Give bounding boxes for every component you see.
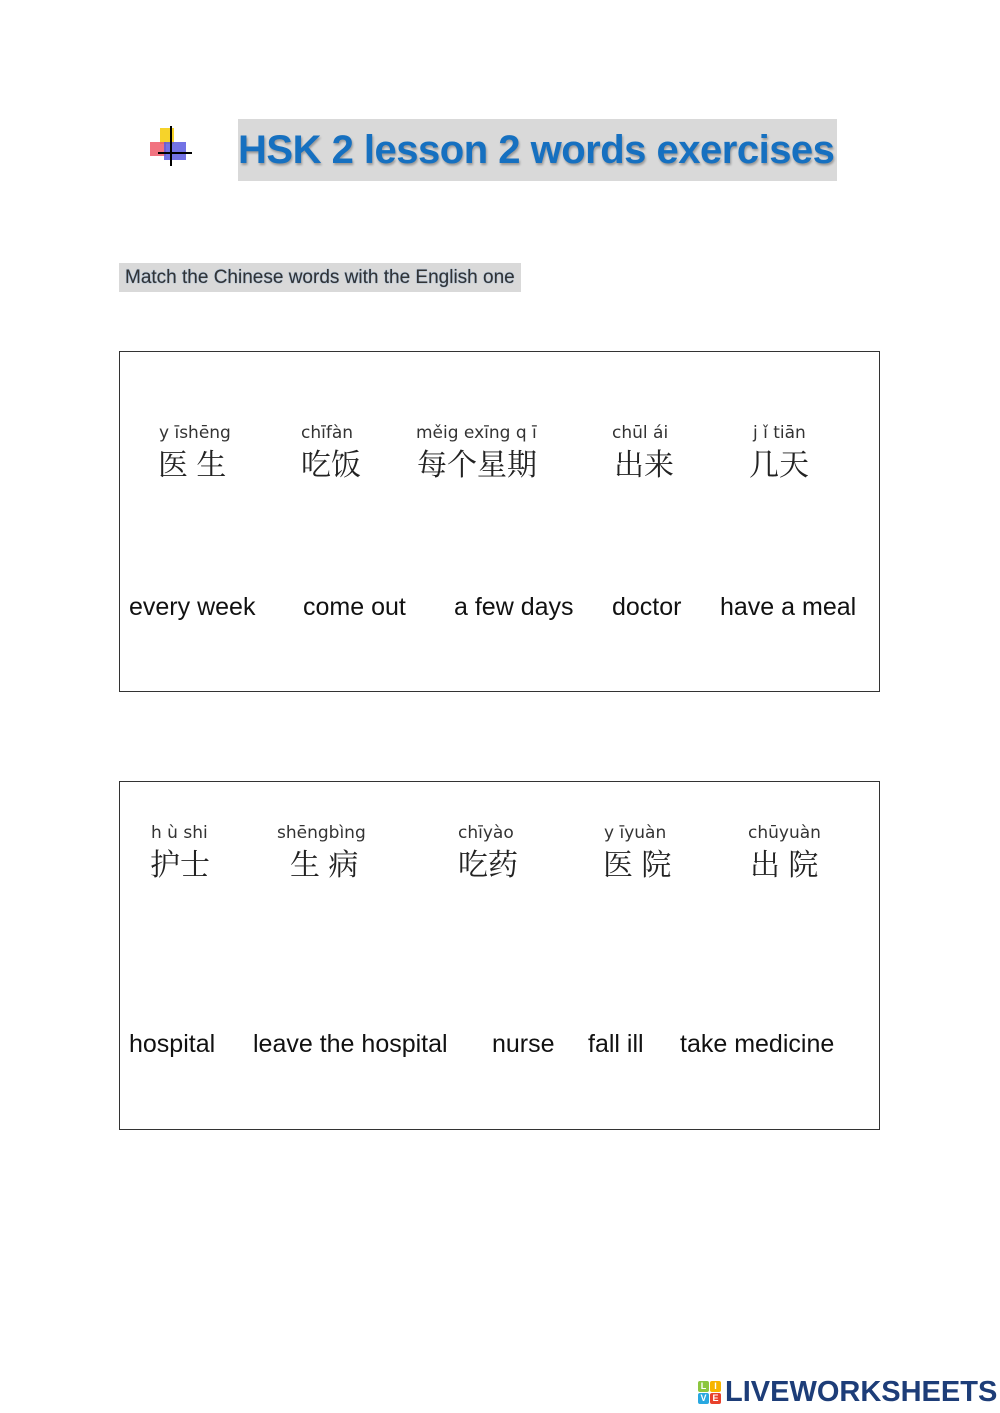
pinyin: j ǐ tiān: [753, 423, 806, 443]
liveworksheets-logo: [698, 1376, 997, 1409]
hanzi-word[interactable]: 医 生: [158, 449, 227, 482]
hanzi-word[interactable]: 出来: [614, 449, 674, 482]
exercise-box-1: [119, 351, 880, 692]
english-word[interactable]: come out: [303, 593, 406, 621]
hanzi-word[interactable]: 医 院: [603, 849, 672, 882]
exercise-box-2: [119, 781, 880, 1130]
hanzi-word[interactable]: 吃饭: [301, 449, 361, 482]
pinyin: chūl ái: [612, 423, 669, 443]
pinyin: měig exīng q ī: [416, 423, 537, 443]
english-word[interactable]: fall ill: [588, 1030, 644, 1058]
bullet-icon: [148, 126, 194, 166]
english-word[interactable]: have a meal: [720, 593, 857, 621]
pinyin: y īshēng: [159, 423, 231, 443]
logo-text: LIVEWORKSHEETS: [725, 1376, 998, 1408]
pinyin: chīfàn: [301, 423, 354, 443]
english-word[interactable]: hospital: [129, 1030, 216, 1058]
english-word[interactable]: leave the hospital: [253, 1030, 448, 1058]
hanzi-word[interactable]: 生 病: [290, 849, 359, 882]
hanzi-word[interactable]: 每个星期: [417, 449, 537, 482]
page-title: HSK 2 lesson 2 words exercises: [238, 119, 837, 181]
hanzi-word[interactable]: 护士: [150, 849, 210, 882]
hanzi-word[interactable]: 几天: [749, 449, 809, 482]
english-word[interactable]: every week: [129, 593, 256, 621]
pinyin: h ù shi: [151, 823, 208, 843]
pinyin: shēngbìng: [277, 823, 366, 843]
hanzi-word[interactable]: 出 院: [750, 849, 819, 882]
english-word[interactable]: a few days: [454, 593, 574, 621]
pinyin: chīyào: [458, 823, 514, 843]
english-word[interactable]: doctor: [612, 593, 682, 621]
hanzi-word[interactable]: 吃药: [458, 849, 518, 882]
english-word[interactable]: take medicine: [680, 1030, 835, 1058]
logo-icon: L I V E: [698, 1381, 721, 1404]
pinyin: y īyuàn: [604, 823, 667, 843]
instruction-text: Match the Chinese words with the English one: [119, 263, 521, 292]
english-word[interactable]: nurse: [492, 1030, 555, 1058]
pinyin: chūyuàn: [748, 823, 821, 843]
